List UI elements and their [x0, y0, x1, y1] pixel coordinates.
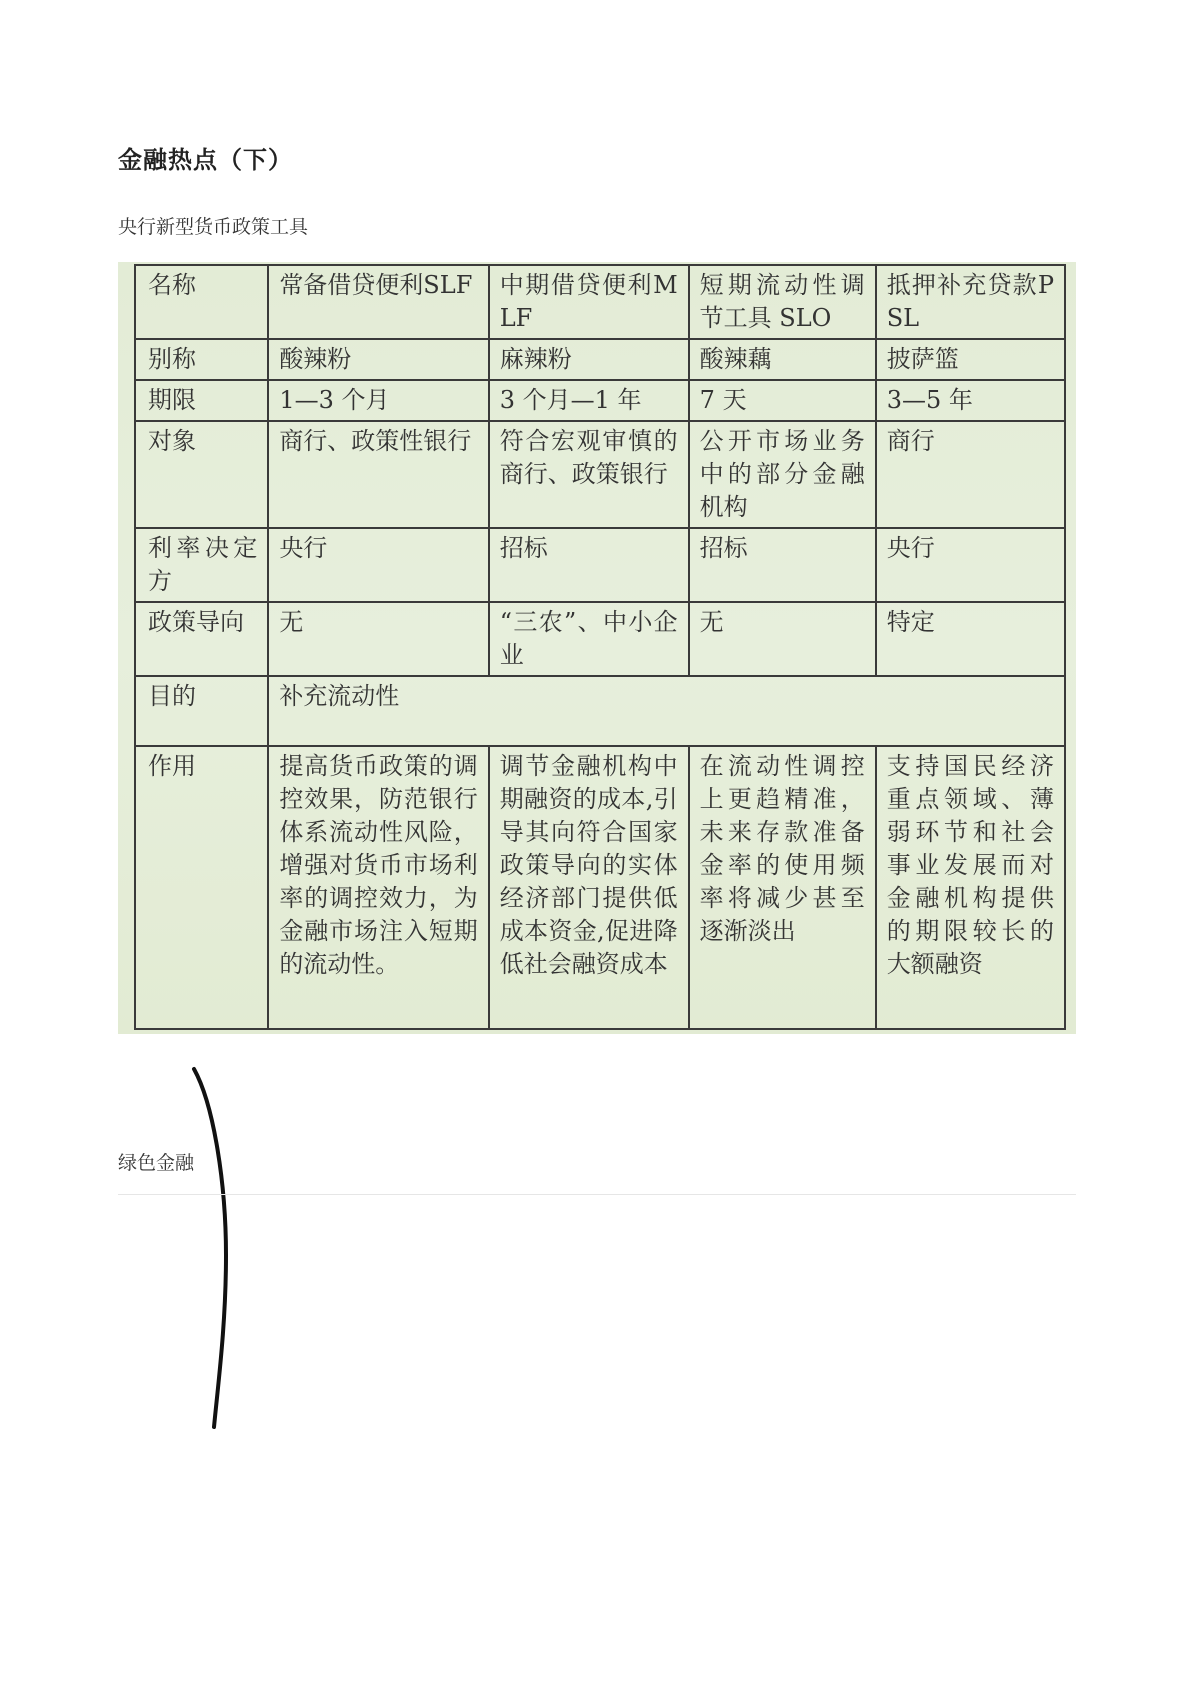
cell-effect-psl: 支持国民经济重点领域、薄弱环节和社会事业发展而对金融机构提供的期限较长的大额融资	[876, 746, 1065, 1029]
cell-header-label: 名称	[135, 265, 268, 339]
section-divider	[118, 1194, 1076, 1195]
cell-alias-slo: 酸辣藕	[689, 339, 876, 380]
cell-policy-mlf: “三农”、中小企业	[489, 602, 689, 676]
cell-rate-slo: 招标	[689, 528, 876, 602]
handwritten-bracket-stroke	[180, 1065, 240, 1435]
section-subtitle: 央行新型货币政策工具	[118, 216, 309, 238]
cell-policy-slo: 无	[689, 602, 876, 676]
table-row-alias	[135, 339, 1065, 380]
cell-header-mlf: 中期借贷便利MLF	[489, 265, 689, 339]
cell-target-psl: 商行	[876, 421, 1065, 528]
cell-target-label: 对象	[135, 421, 268, 528]
table-image	[118, 262, 1076, 1034]
cell-alias-slf: 酸辣粉	[268, 339, 488, 380]
cell-term-slf: 1—3 个月	[268, 380, 488, 421]
cell-term-psl: 3—5 年	[876, 380, 1065, 421]
cell-rate-mlf: 招标	[489, 528, 689, 602]
section-label-green-finance: 绿色金融	[118, 1152, 195, 1174]
page-title: 金融热点（下）	[118, 146, 293, 174]
table-row-effect	[135, 746, 1065, 1029]
cell-term-label: 期限	[135, 380, 268, 421]
cell-target-slo: 公开市场业务中的部分金融机构	[689, 421, 876, 528]
cell-effect-slo: 在流动性调控上更趋精准，未来存款准备金率的使用频率将减少甚至逐渐淡出	[689, 746, 876, 1029]
cell-rate-label: 利率决定方	[135, 528, 268, 602]
cell-alias-label: 别称	[135, 339, 268, 380]
cell-policy-slf: 无	[268, 602, 488, 676]
cell-header-psl: 抵押补充贷款PSL	[876, 265, 1065, 339]
cell-effect-slf: 提高货币政策的调控效果，防范银行体系流动性风险，增强对货币市场利率的调控效力，为金融市场注入短期的流动性。	[268, 746, 488, 1029]
policy-tools-table	[134, 264, 1066, 1030]
table-row-term	[135, 380, 1065, 421]
cell-target-mlf: 符合宏观审慎的商行、政策银行	[489, 421, 689, 528]
cell-alias-psl: 披萨篮	[876, 339, 1065, 380]
cell-rate-psl: 央行	[876, 528, 1065, 602]
cell-effect-label: 作用	[135, 746, 268, 1029]
cell-term-slo: 7 天	[689, 380, 876, 421]
cell-policy-label: 政策导向	[135, 602, 268, 676]
cell-header-slf: 常备借贷便利SLF	[268, 265, 488, 339]
table-row-policy	[135, 602, 1065, 676]
cell-effect-mlf: 调节金融机构中期融资的成本,引导其向符合国家政策导向的实体经济部门提供低成本资金,促进降低社会融资成本	[489, 746, 689, 1029]
cell-target-slf: 商行、政策性银行	[268, 421, 488, 528]
cell-alias-mlf: 麻辣粉	[489, 339, 689, 380]
table-row-header	[135, 265, 1065, 339]
cell-policy-psl: 特定	[876, 602, 1065, 676]
table-row-rate	[135, 528, 1065, 602]
cell-rate-slf: 央行	[268, 528, 488, 602]
cell-header-slo: 短期流动性调节工具 SLO	[689, 265, 876, 339]
table-row-target	[135, 421, 1065, 528]
table-row-purpose	[135, 676, 1065, 746]
cell-term-mlf: 3 个月—1 年	[489, 380, 689, 421]
cell-purpose-value: 补充流动性	[268, 676, 1065, 746]
cell-purpose-label: 目的	[135, 676, 268, 746]
